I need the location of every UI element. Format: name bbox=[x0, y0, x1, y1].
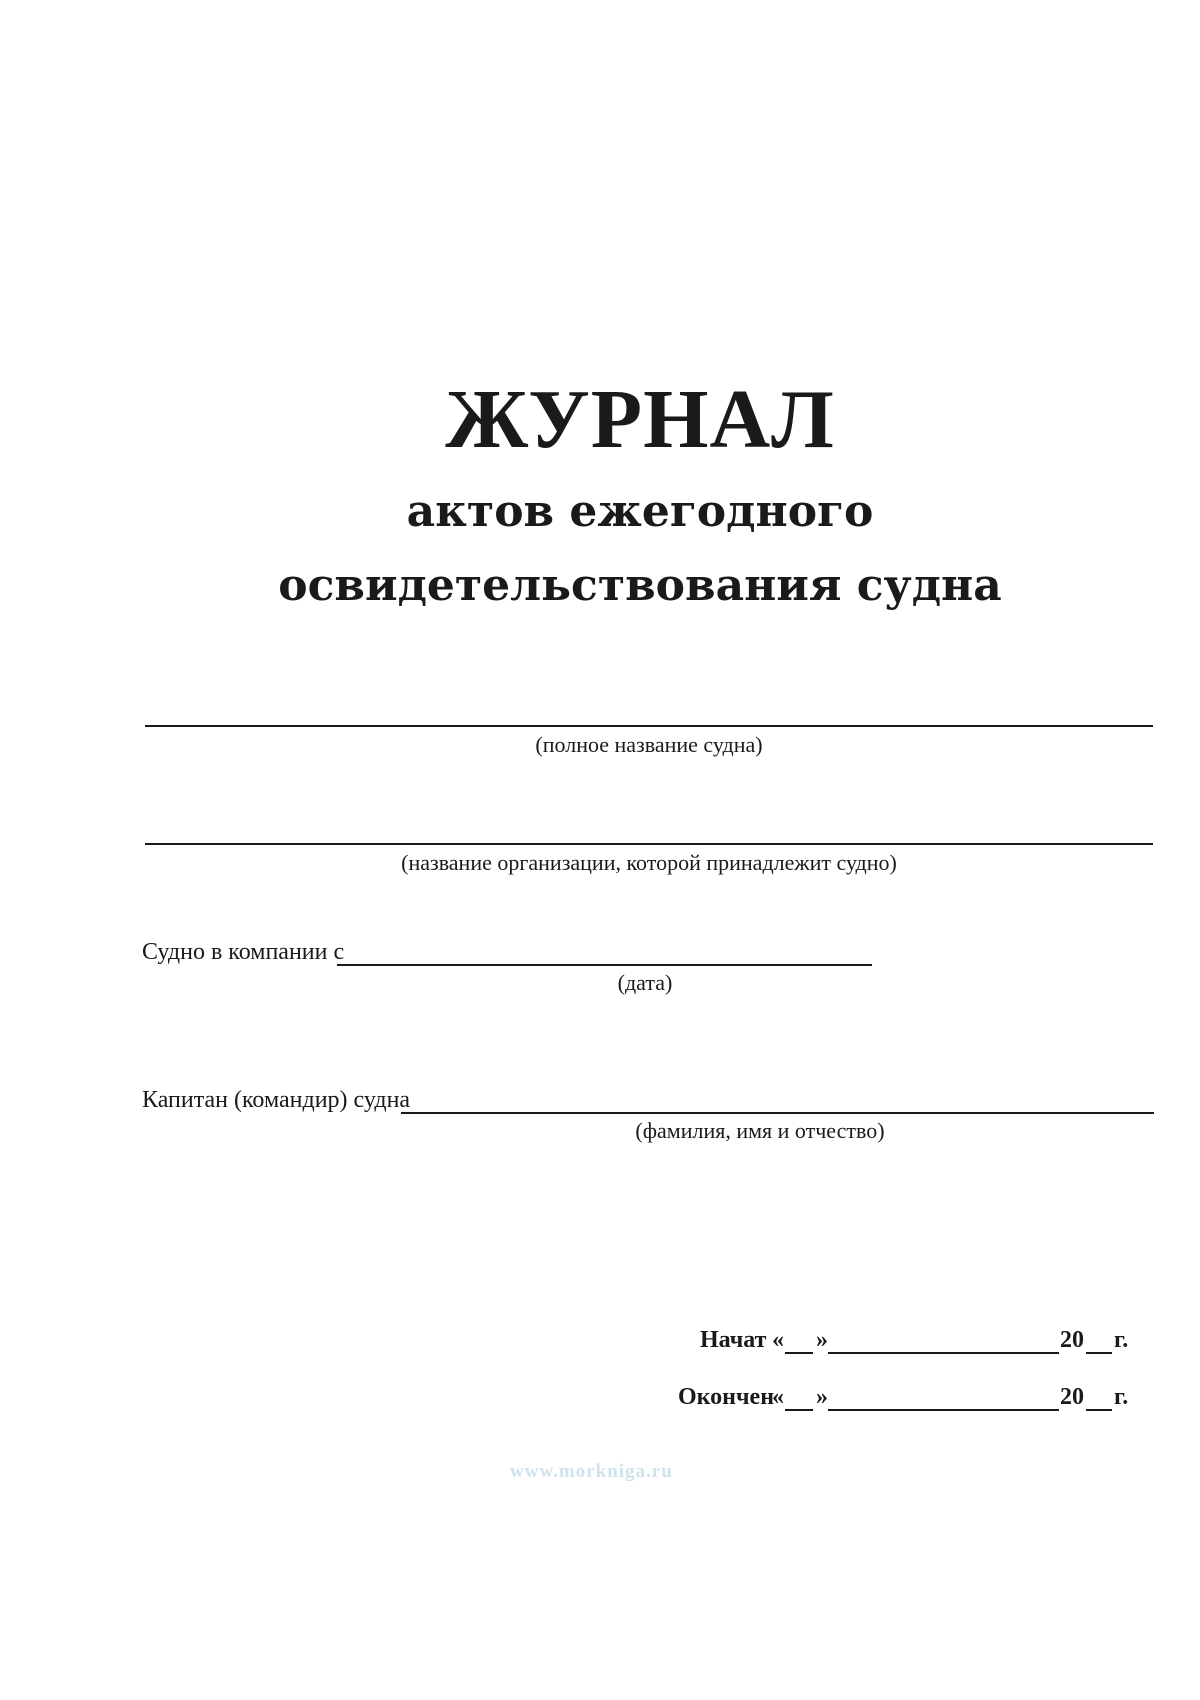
company-since-caption: (дата) bbox=[617, 970, 673, 995]
started-month-line bbox=[828, 1352, 1059, 1354]
captain-caption: (фамилия, имя и отчество) bbox=[635, 1118, 885, 1143]
company-since-label: Судно в компании с bbox=[142, 939, 345, 965]
started-label: Начат bbox=[700, 1327, 767, 1353]
company-since-line bbox=[337, 964, 872, 966]
started-day-close: » bbox=[816, 1327, 828, 1353]
finished-label: Окончен bbox=[678, 1384, 775, 1410]
started-day-open: « bbox=[772, 1327, 784, 1353]
started-year-prefix: 20 bbox=[1060, 1327, 1084, 1353]
started-day-line bbox=[785, 1352, 813, 1354]
finished-day-close: » bbox=[816, 1384, 828, 1410]
captain-line bbox=[401, 1112, 1154, 1114]
finished-year-prefix: 20 bbox=[1060, 1384, 1084, 1410]
subtitle-line-2: освидетельствования судна bbox=[278, 560, 1002, 611]
page-title: ЖУРНАЛ bbox=[445, 373, 835, 466]
subtitle-line-1: актов ежегодного bbox=[406, 486, 874, 537]
captain-label: Капитан (командир) судна bbox=[142, 1087, 411, 1113]
finished-month-line bbox=[828, 1409, 1059, 1411]
started-year-suffix: г. bbox=[1114, 1327, 1129, 1353]
started-year-line bbox=[1086, 1352, 1112, 1354]
finished-day-open: « bbox=[772, 1384, 784, 1410]
watermark: www.morkniga.ru bbox=[510, 1461, 673, 1482]
organization-line bbox=[145, 843, 1153, 845]
finished-day-line bbox=[785, 1409, 813, 1411]
vessel-name-line bbox=[145, 725, 1153, 727]
finished-year-line bbox=[1086, 1409, 1112, 1411]
finished-year-suffix: г. bbox=[1114, 1384, 1129, 1410]
vessel-name-caption: (полное название судна) bbox=[535, 732, 763, 757]
organization-caption: (название организации, которой принадлежит судно) bbox=[401, 850, 897, 875]
